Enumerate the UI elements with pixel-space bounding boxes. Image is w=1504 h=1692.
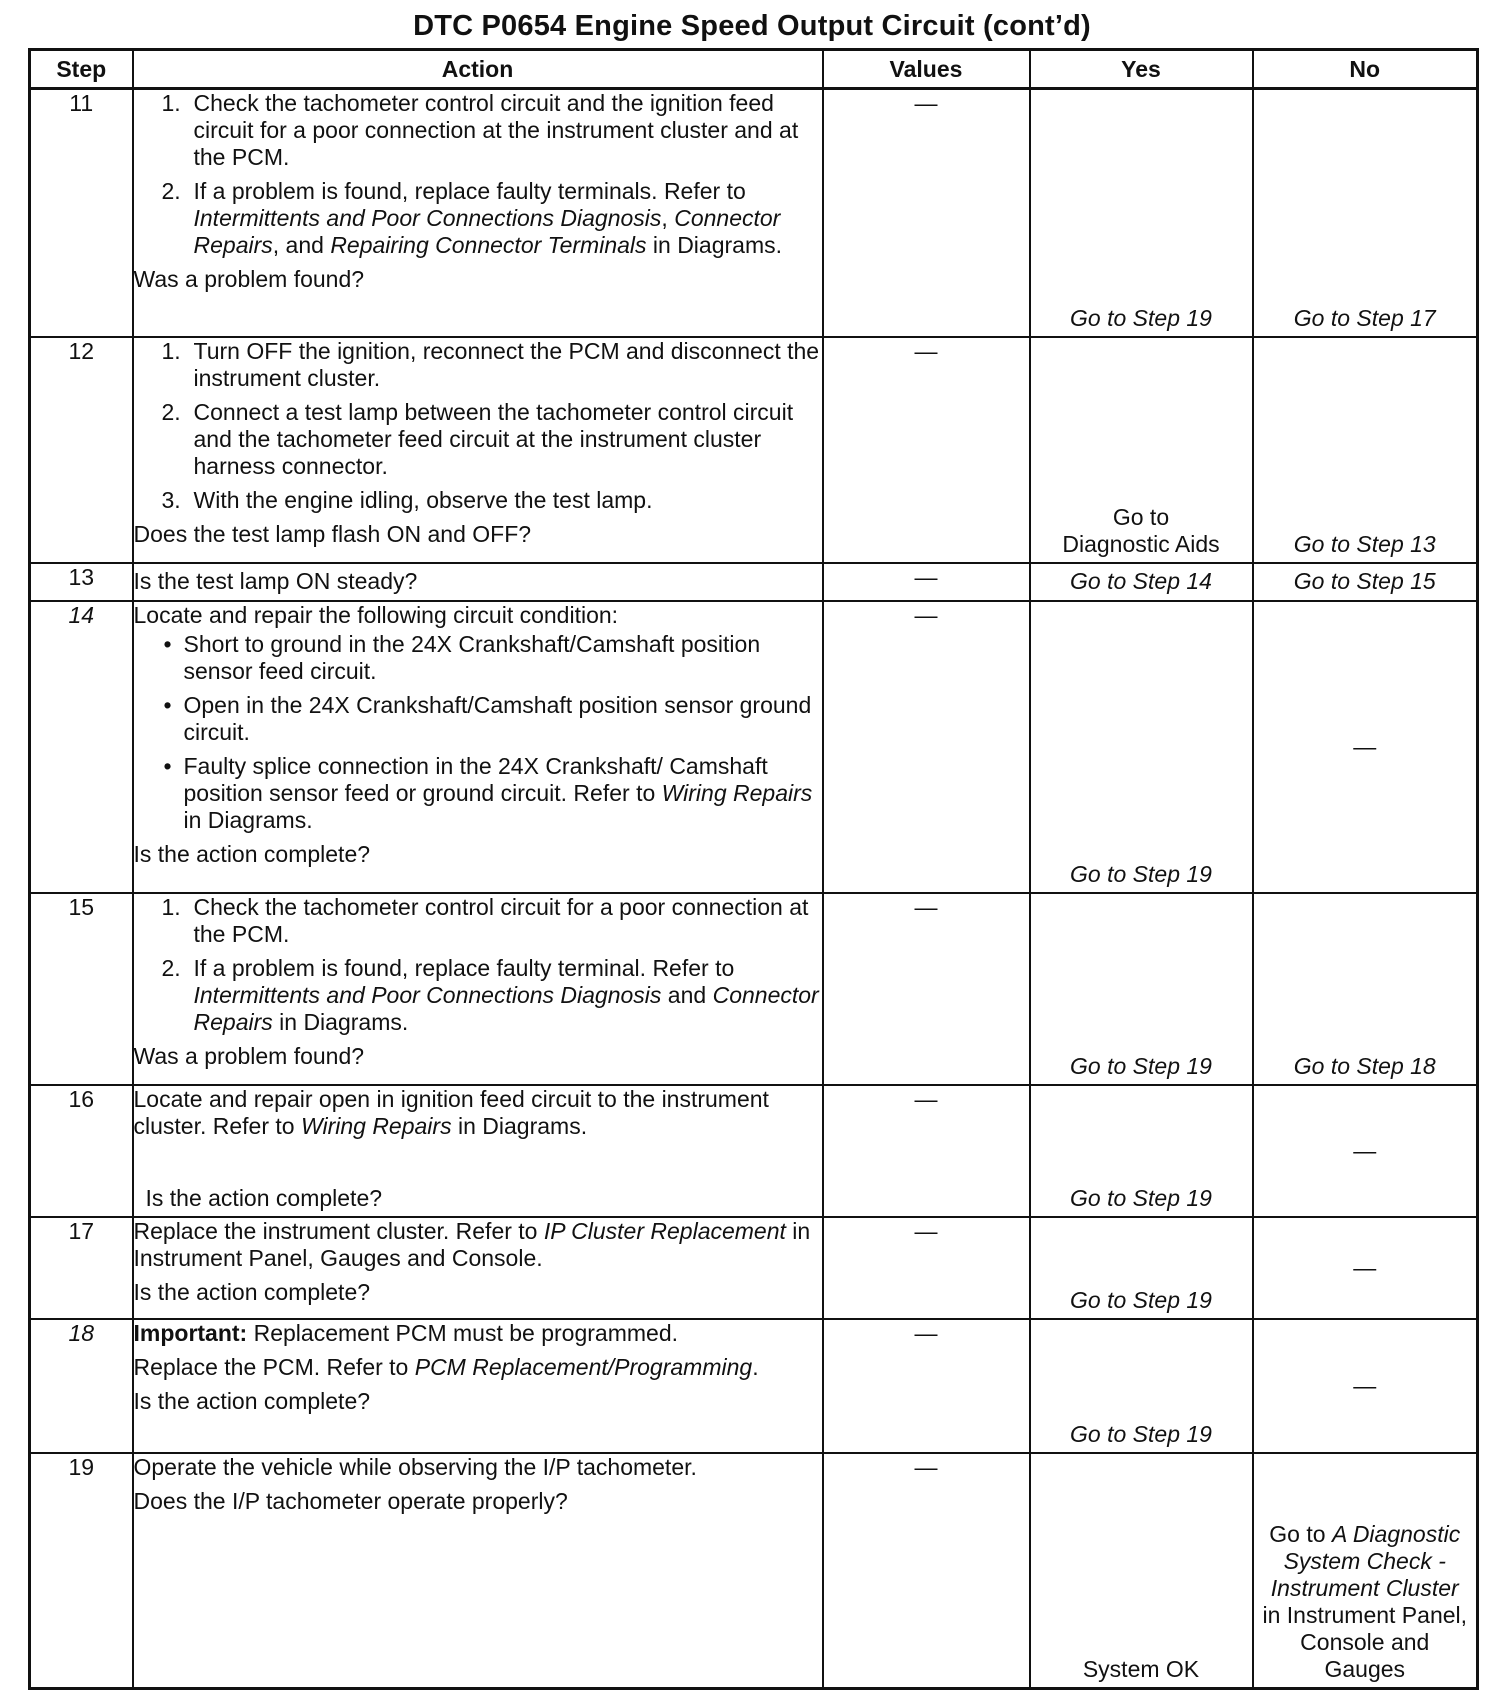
yes-cell <box>1030 563 1253 601</box>
header-action: Action <box>133 50 823 89</box>
no-result: Go to Step 15 <box>1293 568 1436 594</box>
action-item: • Open in the 24X Crankshaft/Camshaft position sensor ground circuit. <box>163 691 812 745</box>
no-result: Go to Step 18 <box>1293 1052 1436 1079</box>
values-cell: — <box>823 1085 1030 1217</box>
no-cell <box>1253 1217 1478 1319</box>
yes-result: Go to Step 19 <box>1070 1052 1212 1079</box>
action-cell <box>133 89 823 337</box>
yes-cell <box>1030 1453 1253 1689</box>
step-number: 17 <box>30 1217 133 1319</box>
action-item: • Short to ground in the 24X Crankshaft/Camshaft position sensor feed circuit. <box>163 630 761 684</box>
yes-result: Go to Diagnostic Aids <box>1062 503 1220 557</box>
values-cell: — <box>823 1453 1030 1689</box>
table-row <box>30 1319 1478 1453</box>
yes-cell <box>1030 893 1253 1085</box>
yes-cell <box>1030 601 1253 893</box>
no-result: Go to Step 17 <box>1293 304 1436 331</box>
no-result: Go to Step 13 <box>1293 530 1436 557</box>
table-row <box>30 89 1478 337</box>
action-question: Was a problem found? <box>133 1042 365 1069</box>
diagnostic-table <box>28 48 1479 1690</box>
action-cell <box>133 337 823 563</box>
no-result: — <box>1353 1372 1377 1398</box>
action-question: Does the test lamp flash ON and OFF? <box>133 520 532 547</box>
yes-cell <box>1030 1217 1253 1319</box>
table-row <box>30 893 1478 1085</box>
values-cell: — <box>823 89 1030 337</box>
header-row <box>30 50 1478 89</box>
yes-result: Go to Step 19 <box>1070 1184 1212 1211</box>
yes-result: Go to Step 14 <box>1070 568 1212 594</box>
action-question: Is the action complete? <box>145 1184 383 1211</box>
no-cell <box>1253 1453 1478 1689</box>
table-row <box>30 337 1478 563</box>
yes-result: Go to Step 19 <box>1070 304 1212 331</box>
table-row <box>30 1217 1478 1319</box>
no-result: — <box>1353 733 1377 759</box>
action-item: 2. Connect a test lamp between the tachometer control circuit and the tachometer feed circuit at the instrument cluster harness connector. <box>161 398 794 479</box>
action-item: 1. Turn OFF the ignition, reconnect the PCM and disconnect the instrument cluster. <box>161 337 820 391</box>
yes-cell <box>1030 1085 1253 1217</box>
no-cell <box>1253 1085 1478 1217</box>
header-values: Values <box>823 50 1030 89</box>
header-no: No <box>1253 50 1478 89</box>
no-result: Go to A Diagnostic System Check - Instrument Cluster in Instrument Panel, Console and Gauges <box>1262 1521 1468 1682</box>
no-cell <box>1253 563 1478 601</box>
action-cell: Operate the vehicle while observing the I/P tachometer. Does the I/P tachometer operate properly? <box>133 1453 823 1689</box>
yes-result: System OK <box>1082 1656 1200 1682</box>
step-number: 16 <box>30 1085 133 1217</box>
yes-cell <box>1030 89 1253 337</box>
action-cell: Locate and repair the following circuit condition: • Short to ground in the 24X Crankshaft/Camshaft position sensor feed circuit. • Open in the 24X Crankshaft/Camshaft position sensor ground circuit. • Faulty splice connection in the 24X Crankshaft/ Camshaft position sensor feed or ground circuit. Refer to Wiring Repairs in Diagrams. Is the action complete? <box>133 601 823 893</box>
action-item: • Faulty splice connection in the 24X Crankshaft/ Camshaft position sensor feed or ground circuit. Refer to Wiring Repairs in Diagrams. <box>163 752 813 833</box>
action-item: 1. Check the tachometer control circuit and the ignition feed circuit for a poor connection at the instrument cluster and at the PCM. <box>161 90 799 170</box>
no-cell <box>1253 893 1478 1085</box>
no-cell <box>1253 1319 1478 1453</box>
action-question: Does the I/P tachometer operate properly? <box>133 1487 568 1514</box>
action-question: Is the test lamp ON steady? <box>133 568 418 594</box>
action-question: Was a problem found? <box>133 266 365 292</box>
yes-result: Go to Step 19 <box>1070 1286 1212 1313</box>
step-number: 14 <box>30 601 133 893</box>
values-cell: — <box>823 1319 1030 1453</box>
yes-cell <box>1030 1319 1253 1453</box>
header-step: Step <box>30 50 133 89</box>
page-title: DTC P0654 Engine Speed Output Circuit (cont’d) <box>413 10 1091 42</box>
action-cell: Locate and repair open in ignition feed circuit to the instrument cluster. Refer to Wiring Repairs in Diagrams. Is the action complete? <box>133 1085 823 1217</box>
action-question: Is the action complete? <box>133 840 371 867</box>
action-cell <box>133 893 823 1085</box>
step-number: 11 <box>30 89 133 337</box>
action-cell <box>133 563 823 601</box>
action-item: 1. Check the tachometer control circuit for a poor connection at the PCM. <box>161 893 809 947</box>
action-question: Is the action complete? <box>133 1278 371 1305</box>
step-number: 19 <box>30 1453 133 1689</box>
action-item: 2. If a problem is found, replace faulty terminal. Refer to Intermittents and Poor Connections Diagnosis and Connector Repairs in Diagrams. <box>161 954 819 1035</box>
important-note: Important: Replacement PCM must be programmed. <box>133 1319 678 1346</box>
table-row <box>30 1085 1478 1217</box>
table-row <box>30 1453 1478 1689</box>
no-cell <box>1253 337 1478 563</box>
action-cell: Important: Replacement PCM must be programmed. Replace the PCM. Refer to PCM Replacement/Programming. Is the action complete? <box>133 1319 823 1453</box>
no-cell <box>1253 601 1478 893</box>
step-number: 18 <box>30 1319 133 1453</box>
values-cell: — <box>823 1217 1030 1319</box>
table-row <box>30 563 1478 601</box>
values-cell: — <box>823 337 1030 563</box>
yes-cell <box>1030 337 1253 563</box>
no-result: — <box>1353 1254 1377 1280</box>
values-cell: — <box>823 601 1030 893</box>
step-number: 12 <box>30 337 133 563</box>
step-number: 13 <box>30 563 133 601</box>
action-item: 3. With the engine idling, observe the test lamp. <box>161 486 653 513</box>
yes-result: Go to Step 19 <box>1070 860 1212 887</box>
action-item: 2. If a problem is found, replace faulty terminals. Refer to Intermittents and Poor Connections Diagnosis, Connector Repairs, and Repairing Connector Terminals in Diagrams. <box>161 178 782 258</box>
table-row <box>30 601 1478 893</box>
header-yes: Yes <box>1030 50 1253 89</box>
action-question: Is the action complete? <box>133 1387 371 1414</box>
values-cell: — <box>823 563 1030 601</box>
values-cell: — <box>823 893 1030 1085</box>
yes-result: Go to Step 19 <box>1070 1420 1212 1447</box>
step-number: 15 <box>30 893 133 1085</box>
no-result: — <box>1353 1137 1377 1163</box>
action-cell: Replace the instrument cluster. Refer to IP Cluster Replacement in Instrument Panel, Gauges and Console. Is the action complete? <box>133 1217 823 1319</box>
no-cell <box>1253 89 1478 337</box>
